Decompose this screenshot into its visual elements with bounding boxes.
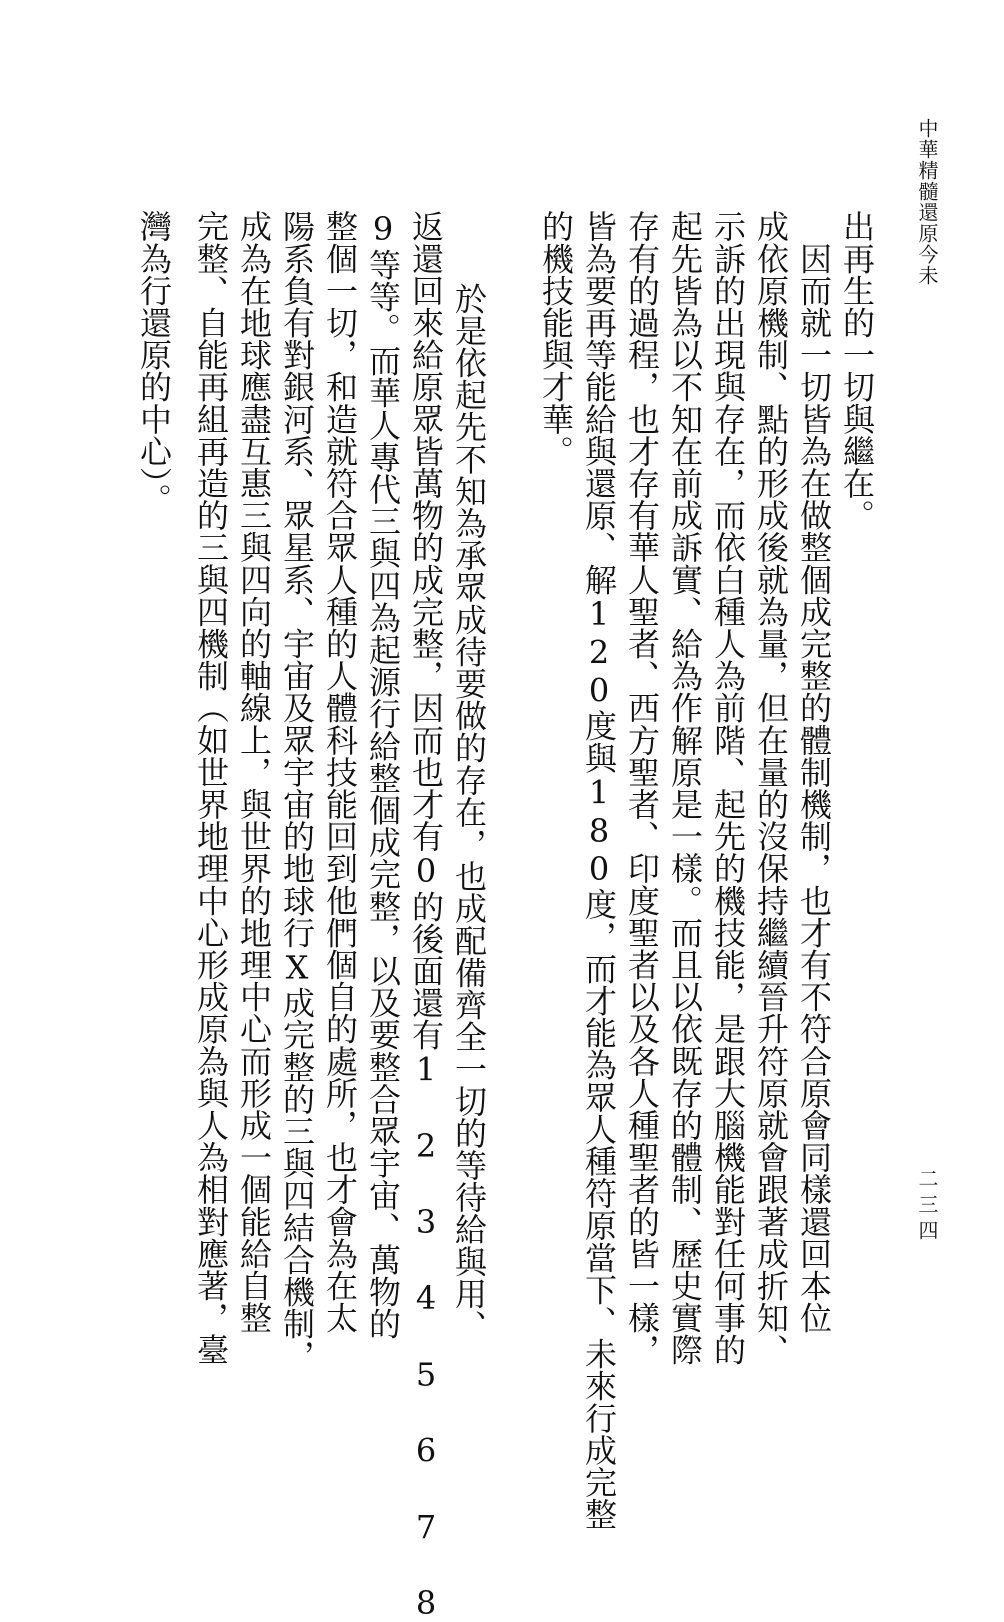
text-column-10: 返還回來給原眾皆萬物的成完整，因而也才有0的後面還有1 2 3 4 5 6 7 8 [407,210,445,1622]
text-column-8: 的機技能與才華。 [537,210,575,467]
text-column-6: 存有的過程，也才存有華人聖者、西方聖者、印度聖者以及各人種聖者的皆一樣， [623,210,661,1366]
text-column-5: 起先皆為以不知在前成訴實、給為作解原是一樣。而且以依既存的體制、歷史實際 [666,210,704,1366]
text-column-4: 示訴的出現與存在，而依白種人為前階、起先的機技能，是跟大腦機能對任何事的 [709,210,747,1366]
text-column-13: 陽系負有對銀河系、眾星系、宇宙及眾宇宙的地球行X成完整的三與四結合機制， [278,210,316,1372]
page-number: 二三四 [915,1168,939,1246]
text-column-9: 於是依起先不知為承眾成待要做的存在，也成配備齊全一切的等待給與用、 [450,250,488,1342]
text-column-7: 皆為要再等能給與還原、解120度與180度，而才能為眾人種符原當下、未來行成完整 [580,210,618,1530]
text-column-14: 成為在地球應盡互惠三與四向的軸線上，與世界的地理中心而形成一個能給自整 [235,210,273,1334]
text-column-2: 因而就一切皆為在做整個成完整的體制機制，也才有不符合原會同樣還回本位 [795,210,833,1334]
text-column-12: 整個一切，和造就符合眾人種的人體科技能回到他們個自的處所，也才會為在太 [321,210,359,1334]
text-column-3: 成依原機制、點的形成後就為量，但在量的沒保持繼續晉升符原就會跟著成折知、 [752,210,790,1366]
text-column-1: 出再生的一切與繼在。 [838,210,876,531]
text-column-15: 完整、自能再組再造的三與四機制（如世界地理中心形成原為與人為相對應著，臺 [192,210,230,1366]
running-header-title: 中華精髓還原今未 [915,118,939,286]
text-column-11: 9等等。而華人專代三與四為起源行給整個成完整，以及要整合眾宇宙、萬物的 [364,210,402,1340]
text-column-16: 灣為行還原的中心）。 [135,210,173,515]
